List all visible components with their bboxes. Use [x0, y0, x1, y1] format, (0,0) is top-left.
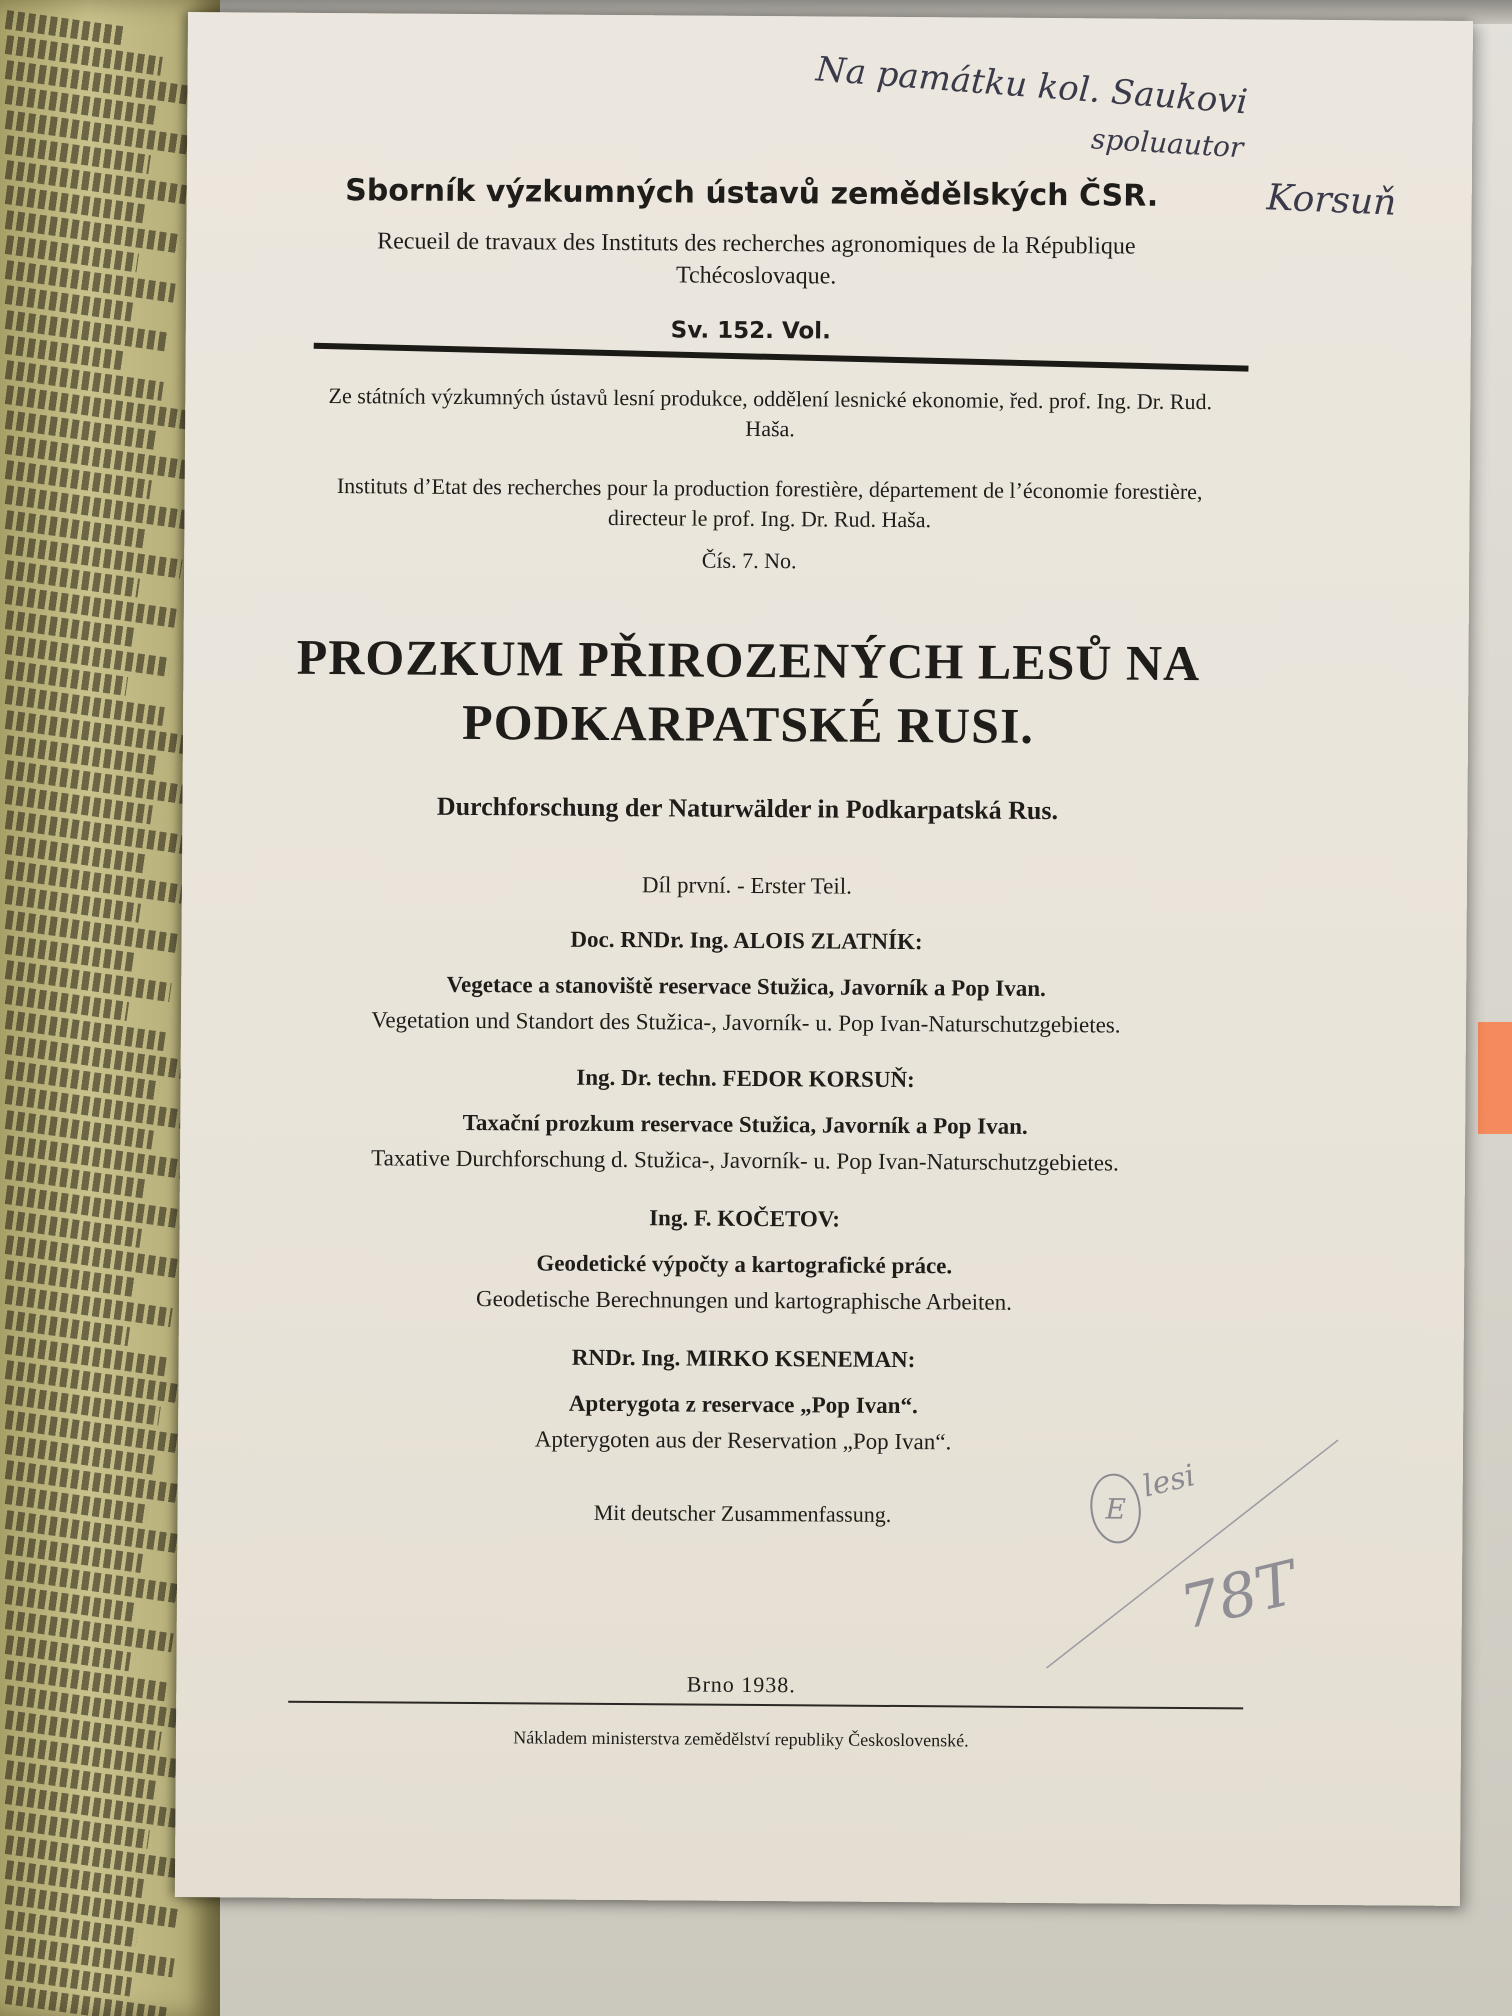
main-title: PROZKUM PŘIROZENÝCH LESŮ NA PODKARPATSKÉ RUSI. — [296, 628, 1201, 754]
header-rule — [314, 343, 1249, 372]
contribution-title-cz: Vegetace a stanoviště reservace Stužica, Javorník a Pop Ivan. — [446, 971, 1046, 1002]
author-kocetov: Ing. F. KOČETOV: — [649, 1205, 841, 1232]
german-title: Durchforschung der Naturwälder in Podkarpatská Rus. — [436, 791, 1059, 826]
author-kseneman: RNDr. Ing. MIRKO KSENEMAN: — [571, 1344, 916, 1373]
pencil-circled-letter: E — [1105, 1492, 1127, 1526]
sticky-note-tab — [1478, 1022, 1512, 1134]
volume-number: Sv. 152. Vol. — [670, 317, 831, 345]
place-year: Brno 1938. — [686, 1671, 796, 1698]
part-label: Díl první. - Erster Teil. — [641, 872, 853, 899]
institute-czech: Ze státních výzkumných ústavů lesní produkce, oddělení lesnické ekonomie, řed. prof. Ing. Dr. Rud. Haša. — [328, 382, 1213, 442]
series-title: Sborník výzkumných ústavů zemědělských ČSR. — [345, 173, 1159, 214]
handwritten-signature: Korsuň — [1265, 177, 1398, 224]
series-subtitle: Recueil de travaux des Instituts des recherches agronomiques de la République Tchécoslovaque. — [377, 228, 1136, 290]
title-page — [175, 12, 1473, 1906]
institute-french: Instituts d’Etat des recherches pour la production forestière, département de l’économie forestière, directeur le prof. Ing. Dr. Rud. Haša. — [336, 473, 1203, 533]
contribution-title-cz: Geodetické výpočty a kartografické práce. — [536, 1250, 953, 1279]
pencil-annotations — [1036, 1418, 1458, 1701]
publisher-line: Nákladem ministerstva zemědělství republiky Československé. — [513, 1727, 969, 1751]
pencil-number: 78T — [1173, 1548, 1304, 1644]
footer-rule — [288, 1701, 1243, 1710]
contribution-title-de: Apterygoten aus der Reservation „Pop Ivan“. — [534, 1426, 952, 1455]
author-korsun: Ing. Dr. techn. FEDOR KORSUŇ: — [576, 1064, 915, 1093]
contribution-title-cz: Taxační prozkum reservace Stužica, Javorník a Pop Ivan. — [462, 1109, 1028, 1139]
issue-number: Čís. 7. No. — [701, 547, 797, 574]
contribution-title-de: Taxative Durchforschung d. Stužica-, Javorník- u. Pop Ivan-Naturschutzgebietes. — [371, 1145, 1119, 1176]
contribution-title-cz: Apterygota z reservace „Pop Ivan“. — [568, 1390, 918, 1419]
contribution-title-de: Vegetation und Standort des Stužica-, Javorník- u. Pop Ivan-Naturschutzgebietes. — [371, 1007, 1121, 1038]
handwritten-dedication-line1: Na památku kol. Saukovi — [814, 49, 1249, 123]
summary-note: Mit deutscher Zusammenfassung. — [593, 1499, 892, 1527]
pencil-word: lesi — [1139, 1458, 1199, 1505]
author-zlatnik: Doc. RNDr. Ing. ALOIS ZLATNÍK: — [570, 926, 923, 955]
handwritten-dedication-line2: spoluautor — [1090, 122, 1245, 165]
contribution-title-de: Geodetische Berechnungen und kartographische Arbeiten. — [476, 1286, 1013, 1315]
